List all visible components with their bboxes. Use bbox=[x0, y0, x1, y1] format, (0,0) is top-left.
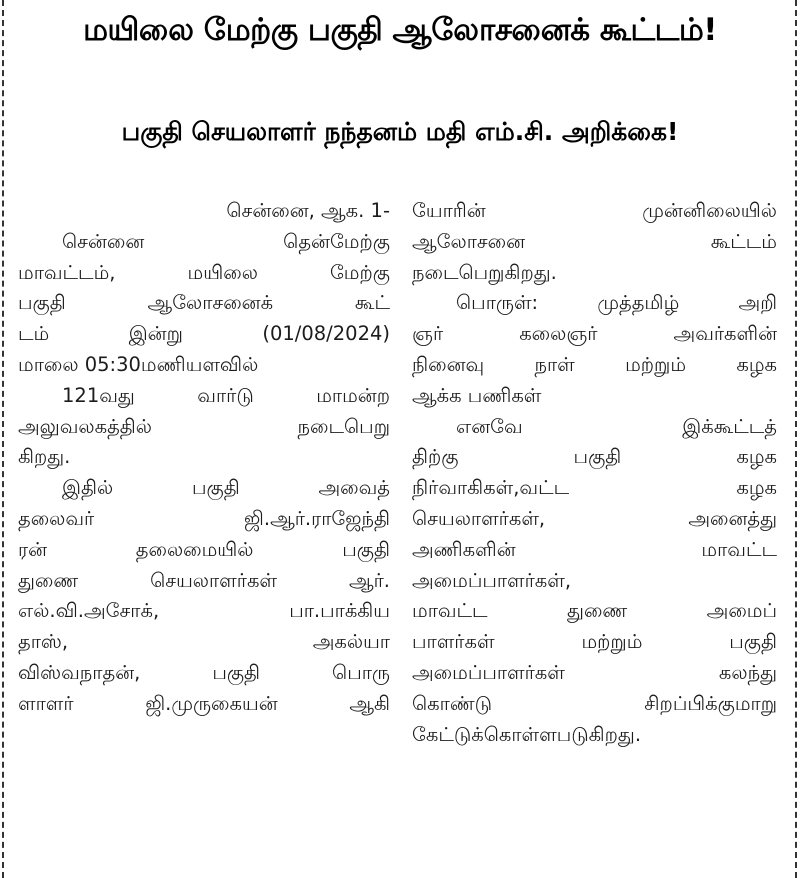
body-line: எல்.வி.அசோக், பா.பாக்கிய bbox=[18, 599, 390, 623]
body-line: கொண்டு சிறப்பிக்குமாறு bbox=[412, 691, 777, 715]
body-line: செயலாளர்கள், அனைத்து bbox=[412, 506, 777, 530]
body-line: நிர்வாகிகள்,வட்ட கழக bbox=[412, 476, 777, 500]
body-line: விஸ்வநாதன், பகுதி பொரு bbox=[18, 660, 390, 684]
body-line: ளாளர் ஜி.முருகையன் ஆகி bbox=[18, 691, 390, 715]
headline: மயிலை மேற்கு பகுதி ஆலோசனைக் கூட்டம்! bbox=[83, 12, 717, 48]
body-line: எனவே இக்கூட்டத் bbox=[456, 414, 777, 438]
dateline: சென்னை, ஆக. 1- bbox=[226, 199, 390, 222]
body-line: ஞர் கலைஞர் அவர்களின் bbox=[412, 322, 777, 346]
body-line: பகுதி ஆலோசனைக் கூட் bbox=[18, 291, 390, 315]
body-line: யோரின் முன்னிலையில் bbox=[412, 199, 777, 222]
body-line: பொருள்: முத்தமிழ் அறி bbox=[456, 291, 777, 315]
body-line: அலுவலகத்தில் நடைபெறு bbox=[18, 414, 390, 438]
body-line: துணை செயலாளர்கள் ஆர். bbox=[18, 568, 390, 592]
body-line: ஆக்க பணிகள் bbox=[412, 383, 542, 407]
body-line: 121வது வார்டு மாமன்ற bbox=[62, 383, 390, 407]
body-line: நினைவு நாள் மற்றும் கழக bbox=[412, 352, 777, 376]
body-line: சென்னை தென்மேற்கு bbox=[62, 229, 390, 253]
body-line: அணிகளின் மாவட்ட bbox=[412, 537, 777, 561]
body-line: மாவட்ட துணை அமைப் bbox=[412, 599, 777, 623]
article-column-left bbox=[18, 196, 390, 720]
body-line: இதில் பகுதி அவைத் bbox=[62, 476, 390, 500]
body-line: கேட்டுக்கொள்ளபடுகிறது. bbox=[412, 722, 642, 746]
body-line: திற்கு பகுதி கழக bbox=[412, 445, 777, 469]
article-column-right bbox=[412, 196, 777, 750]
subheadline: பகுதி செயலாளர் நந்தனம் மதி எம்.சி. அறிக்கை! bbox=[121, 117, 679, 146]
body-line: கிறது. bbox=[18, 445, 71, 469]
body-line: அமைப்பாளர்கள், bbox=[412, 568, 572, 592]
body-line: மாலை 05:30மணியளவில் bbox=[18, 352, 259, 376]
body-line: ஆலோசனை கூட்டம் bbox=[412, 229, 777, 253]
body-line: அமைப்பாளர்கள் கலந்து bbox=[412, 660, 777, 684]
body-line: ரன் தலைமையில் பகுதி bbox=[18, 537, 390, 561]
body-line: பாளர்கள் மற்றும் பகுதி bbox=[412, 630, 777, 654]
body-line: டம் இன்று (01/08/2024) bbox=[18, 322, 390, 346]
body-line: தாஸ், அகல்யா bbox=[18, 630, 390, 654]
body-line: மாவட்டம், மயிலை மேற்கு bbox=[18, 260, 390, 284]
body-line: தலைவர் ஜி.ஆர்.ராஜேந்தி bbox=[18, 506, 390, 530]
body-line: நடைபெறுகிறது. bbox=[412, 260, 557, 284]
